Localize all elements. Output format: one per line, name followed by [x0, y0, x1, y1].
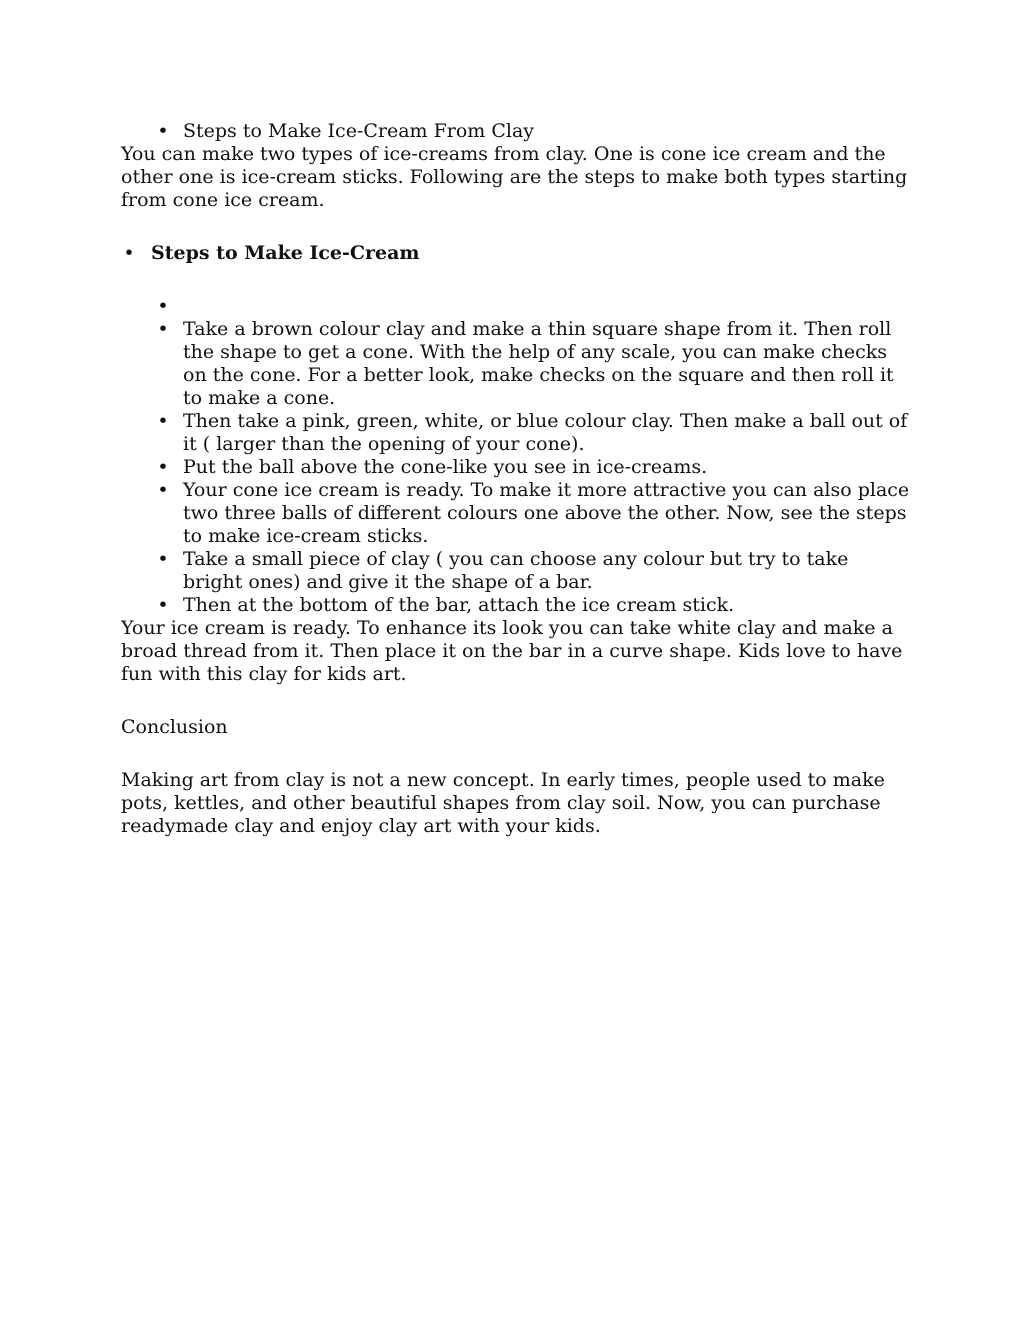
- spacer: [121, 212, 911, 242]
- conclusion-title: Conclusion: [121, 716, 228, 738]
- bullet-icon: •: [157, 548, 169, 570]
- bullet-icon: •: [123, 242, 135, 264]
- bullet-icon: •: [157, 456, 169, 478]
- bullet-icon: •: [157, 594, 169, 616]
- list-item-text: Take a small piece of clay ( you can choose any colour but try to take bright ones) and give it the shape of a bar.: [183, 548, 849, 593]
- intro-paragraph: You can make two types of ice-creams from clay. One is cone ice cream and the other one is ice-cream sticks. Following are the steps to make both types starting from cone ice cream.: [121, 143, 908, 211]
- list-item: [121, 479, 911, 548]
- list-item: [121, 410, 911, 456]
- bullet-icon: •: [157, 479, 169, 501]
- conclusion-paragraph: Making art from clay is not a new concept. In early times, people used to make pots, kettles, and other beautiful shapes from clay soil. Now, you can purchase readymade clay and enjoy clay art with your kids.: [121, 769, 885, 837]
- section-heading: Steps to Make Ice-Cream: [151, 242, 420, 264]
- spacer: [121, 265, 911, 295]
- intro-bullet-title: Steps to Make Ice-Cream From Clay: [183, 120, 535, 142]
- list-item: [121, 456, 911, 479]
- list-item: [121, 318, 911, 410]
- list-item: [121, 594, 911, 617]
- list-item-text: Then take a pink, green, white, or blue colour clay. Then make a ball out of it ( larger than the opening of your cone).: [183, 410, 908, 455]
- list-item-text: Put the ball above the cone-like you see in ice-creams.: [183, 456, 708, 478]
- list-item-text: Then at the bottom of the bar, attach the ice cream stick.: [183, 594, 735, 616]
- list-item-empty: [121, 295, 911, 318]
- bullet-icon: •: [157, 295, 169, 317]
- after-steps-paragraph: Your ice cream is ready. To enhance its look you can take white clay and make a broad thread from it. Then place it on the bar in a curve shape. Kids love to have fun with this clay for kids art.: [121, 617, 903, 685]
- bullet-icon: •: [157, 410, 169, 432]
- bullet-icon: •: [157, 120, 169, 142]
- section-heading-item: [121, 242, 911, 265]
- spacer: [121, 739, 911, 769]
- spacer: [121, 686, 911, 716]
- bullet-icon: •: [157, 318, 169, 340]
- list-item: [121, 548, 911, 594]
- intro-bullet-item: [121, 120, 911, 143]
- list-item-text: Take a brown colour clay and make a thin square shape from it. Then roll the shape to get a cone. With the help of any scale, you can make checks on the cone. For a better look, make checks on the square and then roll it to make a cone.: [183, 318, 894, 409]
- list-item-text: Your cone ice cream is ready. To make it more attractive you can also place two three balls of different colours one above the other. Now, see the steps to make ice-cream sticks.: [183, 479, 910, 547]
- document-page: [121, 120, 911, 838]
